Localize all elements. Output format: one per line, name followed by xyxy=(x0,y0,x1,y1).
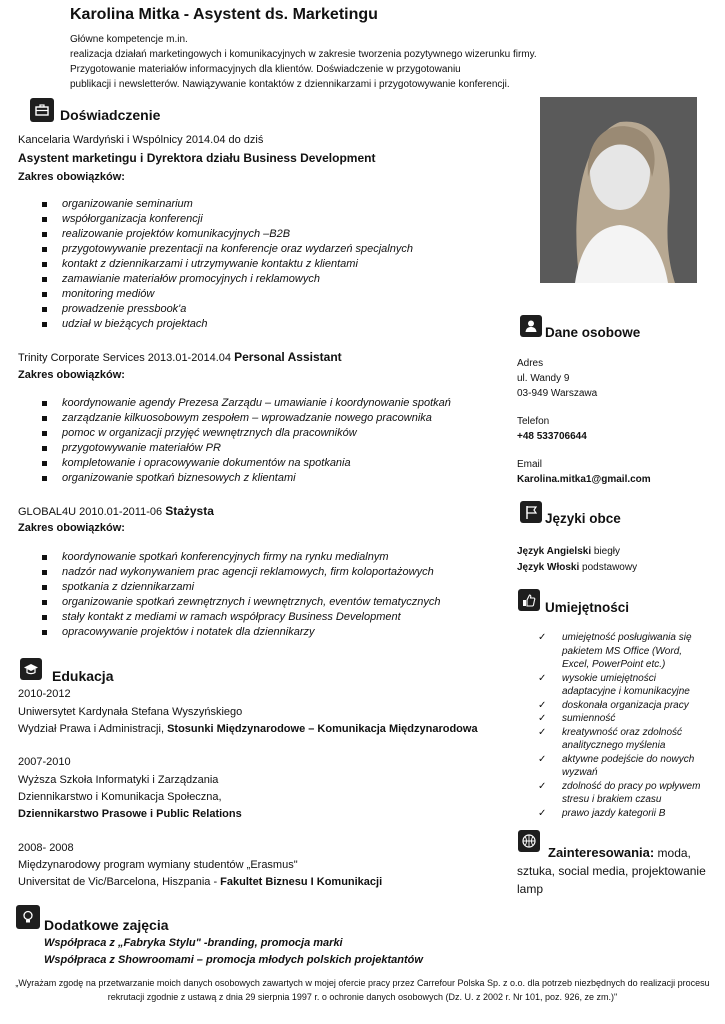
address-line1: ul. Wandy 9 xyxy=(517,373,570,384)
extra-item: Współpraca z „Fabryka Stylu" -branding, promocja marki xyxy=(44,937,343,949)
list-item: zarządzanie kilkuosobowym zespołem – wprowadzanie nowego pracownika xyxy=(40,411,451,426)
list-item: realizowanie projektów komunikacyjnych –B2B xyxy=(40,227,413,242)
job-company-dates-text: GLOBAL4U 2010.01-2011-06 xyxy=(18,506,163,518)
job-position: Asystent marketingu i Dyrektora działu Business Development xyxy=(18,151,376,165)
job-company-dates: Kancelaria Wardyński i Wspólnicy 2014.04 do dziś xyxy=(18,134,264,146)
list-item: udział w bieżących projektach xyxy=(40,317,413,332)
list-item: organizowanie seminarium xyxy=(40,197,413,212)
phone-value: +48 533706644 xyxy=(517,431,587,442)
thumbs-up-icon xyxy=(518,589,540,611)
job-company-dates xyxy=(18,350,342,364)
faculty-plain: Dziennikarstwo i Komunikacja Społeczna, xyxy=(18,791,222,803)
personal-heading: Dane osobowe xyxy=(545,325,641,340)
graduation-cap-icon xyxy=(20,658,42,680)
email-label: Email xyxy=(517,459,543,470)
list-item: stały kontakt z mediami w ramach współpracy Business Development xyxy=(40,610,440,625)
experience-heading: Doświadczenie xyxy=(60,107,161,123)
address-line2: 03-949 Warszawa xyxy=(517,388,598,399)
list-item: koordynowanie agendy Prezesa Zarządu – umawianie i koordynowanie spotkań xyxy=(40,396,451,411)
list-item: ✓ kreatywność oraz zdolność analitycznego myślenia xyxy=(538,726,708,753)
skills-list xyxy=(538,631,708,820)
list-item: organizowanie spotkań biznesowych z klientami xyxy=(40,471,451,486)
consent-clause: „Wyrażam zgodę na przetwarzanie moich danych osobowych zawartych w mojej ofercie pracy przez Carrefour Polska Sp. z o.o. dla potrzeb niezbędnych do realizacji procesu rekrutacji zgodnie z ustawą z dnia 29 sierpnia 1997 r. o ochronie danych osobowych (Dz. U. z 2002 r. Nr 101, poz. 926, ze zm.)" xyxy=(15,978,710,1002)
address-label: Adres xyxy=(517,358,544,369)
profile-photo xyxy=(540,97,697,283)
list-item: kompletowanie i opracowywanie dokumentów na spotkania xyxy=(40,456,451,471)
education-faculty xyxy=(18,876,382,888)
list-item: organizowanie spotkań zewnętrznych i wewnętrznych, eventów tematycznych xyxy=(40,595,440,610)
job-company-dates-text: Trinity Corporate Services 2013.01-2014.04 xyxy=(18,352,231,364)
list-item: koordynowanie spotkań konferencyjnych firmy na rynku medialnym xyxy=(40,550,440,565)
languages-heading: Języki obce xyxy=(545,511,621,526)
faculty-plain: Universitat de Vic/Barcelona, Hiszpania - xyxy=(18,876,221,888)
language-level: podstawowy xyxy=(579,562,638,573)
portrait-illustration xyxy=(540,97,697,283)
interests-heading: Zainteresowania: xyxy=(548,845,655,860)
education-faculty xyxy=(18,723,478,735)
list-item: współorganizacja konferencji xyxy=(40,212,413,227)
education-school: Wyższa Szkoła Informatyki i Zarządzania xyxy=(18,774,219,786)
job-company-dates xyxy=(18,504,214,518)
intro-line: Główne kompetencje m.in. xyxy=(70,34,188,45)
intro-text xyxy=(70,32,590,92)
list-item: ✓ prawo jazdy kategorii B xyxy=(538,807,708,821)
duties-label: Zakres obowiązków: xyxy=(18,522,125,534)
language-level: biegły xyxy=(591,546,621,557)
duties-label: Zakres obowiązków: xyxy=(18,369,125,381)
list-item: przygotowywanie prezentacji na konferencje oraz wydarzeń specjalnych xyxy=(40,242,413,257)
duties-list xyxy=(40,550,440,640)
language-item xyxy=(517,560,637,575)
list-item: spotkania z dziennikarzami xyxy=(40,580,440,595)
faculty-bold: Fakultet Biznesu I Komunikacji xyxy=(220,876,383,888)
list-item: pomoc w organizacji przyjęć wewnętrznych dla pracowników xyxy=(40,426,451,441)
list-item: ✓ wysokie umiejętności adaptacyjne i komunikacyjne xyxy=(538,672,708,699)
list-item: ✓ doskonała organizacja pracy xyxy=(538,699,708,713)
faculty-bold: Stosunki Międzynarodowe – Komunikacja Międzynarodowa xyxy=(167,723,478,735)
education-heading: Edukacja xyxy=(52,668,114,684)
extra-item: Współpraca z Showroomami – promocja młodych polskich projektantów xyxy=(44,954,423,966)
phone-label: Telefon xyxy=(517,416,550,427)
lightbulb-icon xyxy=(16,905,40,929)
list-item: monitoring mediów xyxy=(40,287,413,302)
intro-line: Przygotowanie materiałów informacyjnych dla klientów. Doświadczenie w przygotowaniu xyxy=(70,64,461,75)
faculty-plain: Wydział Prawa i Administracji, xyxy=(18,723,168,735)
list-item: prowadzenie pressbook'a xyxy=(40,302,413,317)
list-item: zamawianie materiałów promocyjnych i reklamowych xyxy=(40,272,413,287)
list-item: ✓ aktywne podejście do nowych wyzwań xyxy=(538,753,708,780)
list-item: przygotowywanie materiałów PR xyxy=(40,441,451,456)
education-dates: 2010-2012 xyxy=(18,688,71,700)
education-dates: 2008- 2008 xyxy=(18,842,74,854)
language-name: Język Włoski xyxy=(517,562,580,573)
faculty-bold: Dziennikarstwo Prasowe i Public Relations xyxy=(18,808,242,820)
job-position: Stażysta xyxy=(165,504,214,518)
interests-first: moda, xyxy=(654,846,691,860)
briefcase-icon xyxy=(30,98,54,122)
duties-list xyxy=(40,396,451,486)
basketball-icon xyxy=(518,830,540,852)
flag-icon xyxy=(520,501,542,523)
interests-line xyxy=(548,845,691,860)
list-item: ✓ umiejętność posługiwania się pakietem MS Office (Word, Excel, PowerPoint etc.) xyxy=(538,631,708,672)
extra-heading: Dodatkowe zajęcia xyxy=(44,917,169,933)
intro-line: realizacja działań marketingowych i komunikacyjnych w zakresie tworzenia pozytywnego wizerunku firmy. xyxy=(70,49,537,60)
email-value: Karolina.mitka1@gmail.com xyxy=(517,474,651,485)
duties-label: Zakres obowiązków: xyxy=(18,171,125,183)
education-dates: 2007-2010 xyxy=(18,756,71,768)
education-school: Uniwersytet Kardynała Stefana Wyszyńskiego xyxy=(18,706,243,718)
list-item: kontakt z dziennikarzami i utrzymywanie kontaktu z klientami xyxy=(40,257,413,272)
list-item: opracowywanie projektów i notatek dla dziennikarzy xyxy=(40,625,440,640)
list-item: ✓ zdolność do pracy po wpływem stresu i brakiem czasu xyxy=(538,780,708,807)
list-item: ✓ sumienność xyxy=(538,712,708,726)
interests-rest: sztuka, social media, projektowanie lamp xyxy=(517,864,706,896)
skills-heading: Umiejętności xyxy=(545,600,630,615)
duties-list xyxy=(40,197,413,332)
cv-title: Karolina Mitka - Asystent ds. Marketingu xyxy=(70,6,378,23)
list-item: nadzór nad wykonywaniem prac agencji reklamowych, firm koloportażowych xyxy=(40,565,440,580)
education-school: Międzynarodowy program wymiany studentów „Erasmus" xyxy=(18,859,298,871)
person-icon xyxy=(520,315,542,337)
job-position: Personal Assistant xyxy=(234,350,342,364)
intro-line: publikacji i newsletterów. Nawiązywanie kontaktów z dziennikarzami i przygotowywanie konferencji. xyxy=(70,79,510,90)
language-item xyxy=(517,544,620,559)
language-name: Język Angielski xyxy=(517,546,592,557)
